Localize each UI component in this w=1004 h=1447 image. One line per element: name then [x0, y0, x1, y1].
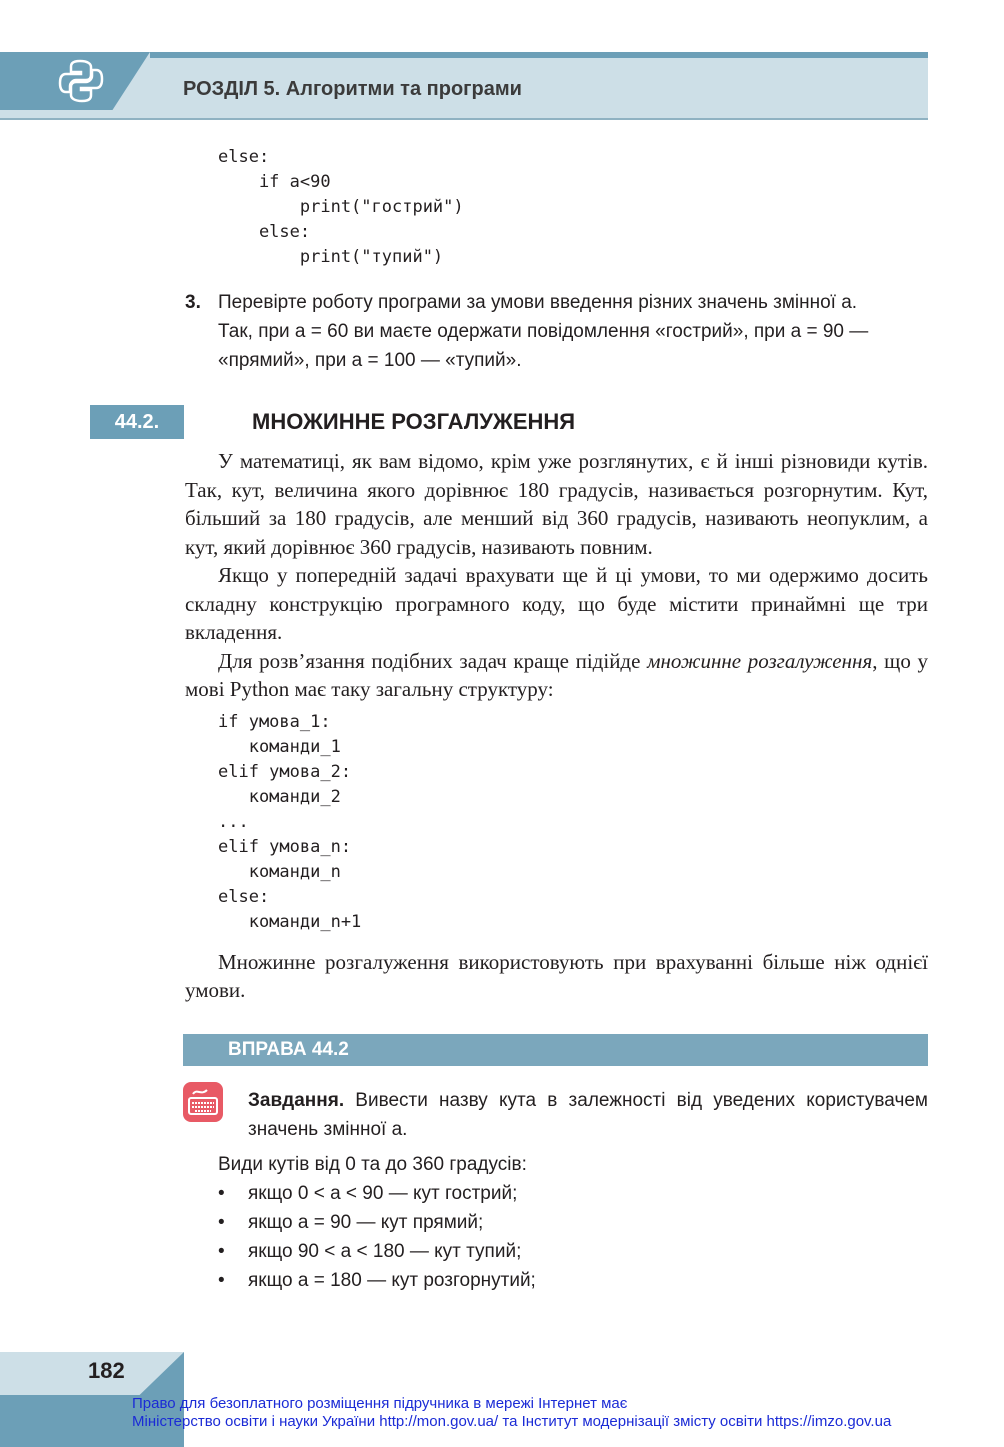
- list-item: • якщо 0 < a < 90 — кут гострий;: [218, 1179, 928, 1208]
- code-line: if a<90: [218, 172, 331, 192]
- section-number-badge: 44.2.: [90, 405, 184, 439]
- step-line: Перевірте роботу програми за умови введення різних значень змінної a.: [218, 292, 858, 313]
- text: , що у мові Python має таку загальну структуру:: [185, 648, 928, 701]
- paragraph: Множинне розгалуження використовують при врахуванні більше ніж однієї умови.: [185, 949, 928, 1002]
- code-line: print("гострий"): [218, 197, 464, 217]
- notice-line: Міністерство освіти і науки України http://mon.gov.ua/ та Інститут модернізації змісту освіти https://imzo.gov.ua: [132, 1413, 892, 1430]
- text: Для розв’язання подібних задач краще підійде: [218, 648, 648, 673]
- page-footer: [0, 1352, 1004, 1447]
- code-line: else:: [218, 886, 270, 907]
- chapter-title: РОЗДІЛ 5. Алгоритми та програми: [183, 78, 522, 100]
- header-strip: [150, 52, 928, 58]
- code-block-2: [218, 710, 928, 935]
- emphasis: множинне розгалуження: [647, 648, 873, 673]
- angle-types-intro: Види кутів від 0 та до 360 градусів:: [218, 1153, 527, 1175]
- body-text: [185, 447, 928, 704]
- task-text: [248, 1086, 928, 1144]
- step-number: 3.: [185, 292, 201, 313]
- list-item: • якщо a = 180 — кут розгорнутий;: [218, 1266, 928, 1295]
- task-label: Завдання.: [248, 1089, 345, 1111]
- code-line: if умова_1:: [218, 711, 331, 732]
- code-line: else:: [218, 147, 270, 167]
- page-number: 182: [88, 1358, 125, 1383]
- step-3-text: [218, 288, 928, 375]
- code-line: elif умова_2:: [218, 761, 352, 782]
- section-title: МНОЖИННЕ РОЗГАЛУЖЕННЯ: [252, 409, 576, 434]
- code-line: команди_n: [218, 861, 341, 882]
- exercise-header: ВПРАВА 44.2: [183, 1034, 928, 1066]
- task-description: Вивести назву кута в залежності від уведених користувачем значень змінної a.: [248, 1089, 928, 1140]
- python-logo-icon: [58, 58, 104, 104]
- code-block-1: [218, 145, 928, 270]
- notice-line: Право для безоплатного розміщення підручника в мережі Інтернет має: [132, 1395, 628, 1412]
- list-item: • якщо a = 90 — кут прямий;: [218, 1208, 928, 1237]
- body-text-2: [185, 948, 928, 1005]
- paragraph: У математиці, як вам відомо, крім уже розглянутих, є й інші різновиди кутів. Так, кут, величина якого дорівнює 180 градусів, називається розгорнутим. Кут, більший за 180 градусів, але менший від 360 градусів, називають неопуклим, а кут, який дорівнює 360 градусів, називають повним.: [185, 449, 928, 559]
- section-heading: [114, 405, 928, 439]
- content-column: [114, 145, 928, 1295]
- paragraph: Якщо у попередній задачі врахувати ще й ці умови, то ми одержимо досить складну конструкцію програмного коду, що буде містити принаймні ще три вкладення.: [185, 563, 928, 644]
- code-line: команди_2: [218, 786, 341, 807]
- paragraph: [185, 647, 928, 704]
- copyright-notice: [132, 1395, 891, 1431]
- step-3: [185, 288, 928, 375]
- keyboard-icon: [183, 1082, 223, 1122]
- code-line: elif умова_n:: [218, 836, 352, 857]
- code-line: команди_n+1: [218, 911, 362, 932]
- spacer: [0, 1295, 1004, 1353]
- code-line: else:: [218, 222, 311, 242]
- step-line: «прямий», при a = 100 — «тупий».: [218, 350, 522, 371]
- step-line: Так, при a = 60 ви маєте одержати повідомлення «гострий», при a = 90 —: [218, 321, 869, 342]
- angle-types-list: [185, 1179, 928, 1295]
- task-row: [183, 1086, 928, 1144]
- code-line: print("тупий"): [218, 247, 444, 267]
- list-item: • якщо 90 < a < 180 — кут тупий;: [218, 1237, 928, 1266]
- code-line: команди_1: [218, 736, 341, 757]
- code-line: ...: [218, 811, 249, 832]
